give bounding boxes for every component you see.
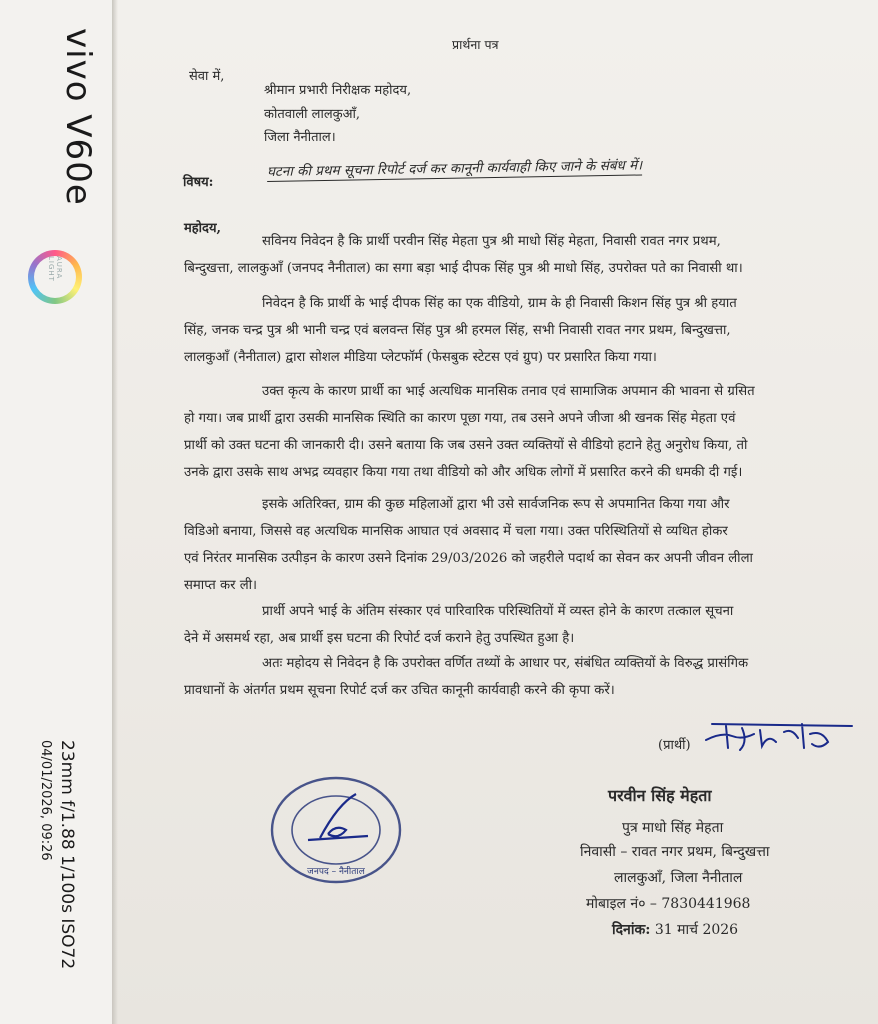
brand-logo: vivo V60e — [58, 28, 98, 206]
paragraph-line: समाप्त कर ली। — [184, 578, 258, 593]
paragraph-line: इसके अतिरिक्त, ग्राम की कुछ महिलाओं द्वारा भी उसे सार्वजनिक रूप से अपमानित किया गया और — [262, 497, 730, 512]
paragraph-line: निवेदन है कि प्रार्थी के भाई दीपक सिंह का एक वीडियो, ग्राम के ही निवासी किशन सिंह पुत्र श्री हयात — [262, 296, 737, 311]
exif-info — [34, 740, 78, 1010]
sewa-mein: सेवा में, — [189, 69, 225, 84]
recipient-line: कोतवाली लालकुआँ, — [264, 107, 361, 122]
paragraph-line: अतः महोदय से निवेदन है कि उपरोक्त वर्णित तथ्यों के आधार पर, संबंधित व्यक्तियों के विरुद्ध प्रासंगिक — [262, 656, 749, 671]
paragraph-line: देने में असमर्थ रहा, अब प्रार्थी इस घटना की रिपोर्ट दर्ज कराने हेतु उपस्थित हुआ है। — [184, 631, 575, 646]
paragraph-line: प्रार्थी को उक्त घटना की जानकारी दी। उसने बताया कि जब उसने उक्त व्यक्तियों से वीडियो हटाने हेतु अनुरोध किया, तो — [184, 438, 748, 453]
camera-watermark-strip — [0, 0, 112, 1024]
sender-name: परवीन सिंह मेहता — [608, 786, 712, 805]
paper-edge-shadow — [112, 0, 118, 1024]
exif-datetime: 04/01/2026, 09:26 — [38, 740, 53, 861]
sender-mobile: मोबाइल नं० – 7830441968 — [586, 896, 751, 912]
sender-address-line1: निवासी – रावत नगर प्रथम, बिन्दुखत्ता — [580, 844, 770, 860]
paragraph-line: उनके द्वारा उसके साथ अभद्र व्यवहार किया गया तथा वीडियो को और अधिक लोगों में प्रसारित करने की धमकी दी गई। — [184, 465, 743, 480]
subject-label: विषय: — [183, 175, 214, 190]
sender-address-line2: लालकुआँ, जिला नैनीताल — [614, 870, 743, 886]
letter-title: प्रार्थना पत्र — [452, 37, 499, 52]
subject-text: घटना की प्रथम सूचना रिपोर्ट दर्ज कर कानूनी कार्यवाही किए जाने के संबंध में। — [266, 157, 643, 180]
stamp-text: जनपद – नैनीताल — [307, 867, 365, 877]
salutation: महोदय, — [184, 221, 222, 236]
paragraph-line: उक्त कृत्य के कारण प्रार्थी का भाई अत्यधिक मानसिक तनाव एवं सामाजिक अपमान की भावना से ग्रसित — [262, 384, 755, 399]
aura-light-label: AURA LIGHT — [34, 256, 76, 298]
paragraph — [184, 378, 824, 486]
paragraph-line: प्रावधानों के अंतर्गत प्रथम सूचना रिपोर्ट दर्ज कर उचित कानूनी कार्यवाही करने की कृपा करें। — [184, 683, 615, 698]
official-stamp — [268, 774, 404, 886]
paragraph-line: सिंह, जनक चन्द्र पुत्र श्री भानी चन्द्र एवं बलवन्त सिंह पुत्र श्री हरमल सिंह, सभी निवासी रावत नगर प्रथम, बिन्दुखत्ता, — [184, 323, 731, 338]
paragraph — [184, 650, 824, 704]
paragraph-line: लालकुआँ (नैनीताल) द्वारा सोशल मीडिया प्लेटफॉर्म (फेसबुक स्टेटस एवं ग्रुप) पर प्रसारित किया गया। — [184, 350, 657, 365]
paragraph-line: प्रार्थी अपने भाई के अंतिम संस्कार एवं पारिवारिक परिस्थितियों में व्यस्त होने के कारण तत्काल सूचना — [262, 604, 734, 619]
recipient-line: श्रीमान प्रभारी निरीक्षक महोदय, — [264, 83, 412, 98]
recipient-line: जिला नैनीताल। — [264, 130, 336, 145]
paragraph-line: विडिओ बनाया, जिससे वह अत्यधिक मानसिक आघात एवं अवसाद में चला गया। उक्त परिस्थितियों से व्यथित होकर — [184, 524, 728, 539]
sender-father: पुत्र माधो सिंह मेहता — [622, 820, 724, 836]
paragraph-line: बिन्दुखत्ता, लालकुआँ (जनपद नैनीताल) का सगा बड़ा भाई दीपक सिंह पुत्र श्री माधो सिंह, उपरोक्त पते का निवासी था। — [184, 261, 743, 276]
paragraph-line: एवं निरंतर मानसिक उत्पीड़न के कारण उसने दिनांक 29/03/2026 को जहरीले पदार्थ का सेवन कर अपनी जीवन लीला — [184, 551, 753, 566]
paragraph — [184, 598, 824, 652]
date-value: 31 मार्च 2026 — [654, 922, 739, 938]
paragraph-line: हो गया। जब प्रार्थी द्वारा उसकी मानसिक स्थिति का कारण पूछा गया, तब उसने अपने जीजा श्री खनक सिंह मेहता एवं — [184, 411, 736, 426]
paragraph-line: सविनय निवेदन है कि प्रार्थी परवीन सिंह मेहता पुत्र श्री माधो सिंह मेहता, निवासी रावत नगर प्रथम, — [262, 234, 721, 249]
exif-settings: 23mm f/1.88 1/100s ISO72 — [57, 740, 77, 970]
applicant-label: (प्रार्थी) — [658, 738, 691, 753]
aura-light-icon — [28, 250, 82, 304]
handwritten-signature — [702, 712, 862, 762]
date-label: दिनांक: — [612, 922, 651, 938]
letter-page — [112, 0, 878, 1024]
paragraph — [184, 290, 824, 371]
sender-date — [612, 920, 738, 939]
paragraph — [184, 228, 824, 282]
paragraph — [184, 491, 824, 599]
